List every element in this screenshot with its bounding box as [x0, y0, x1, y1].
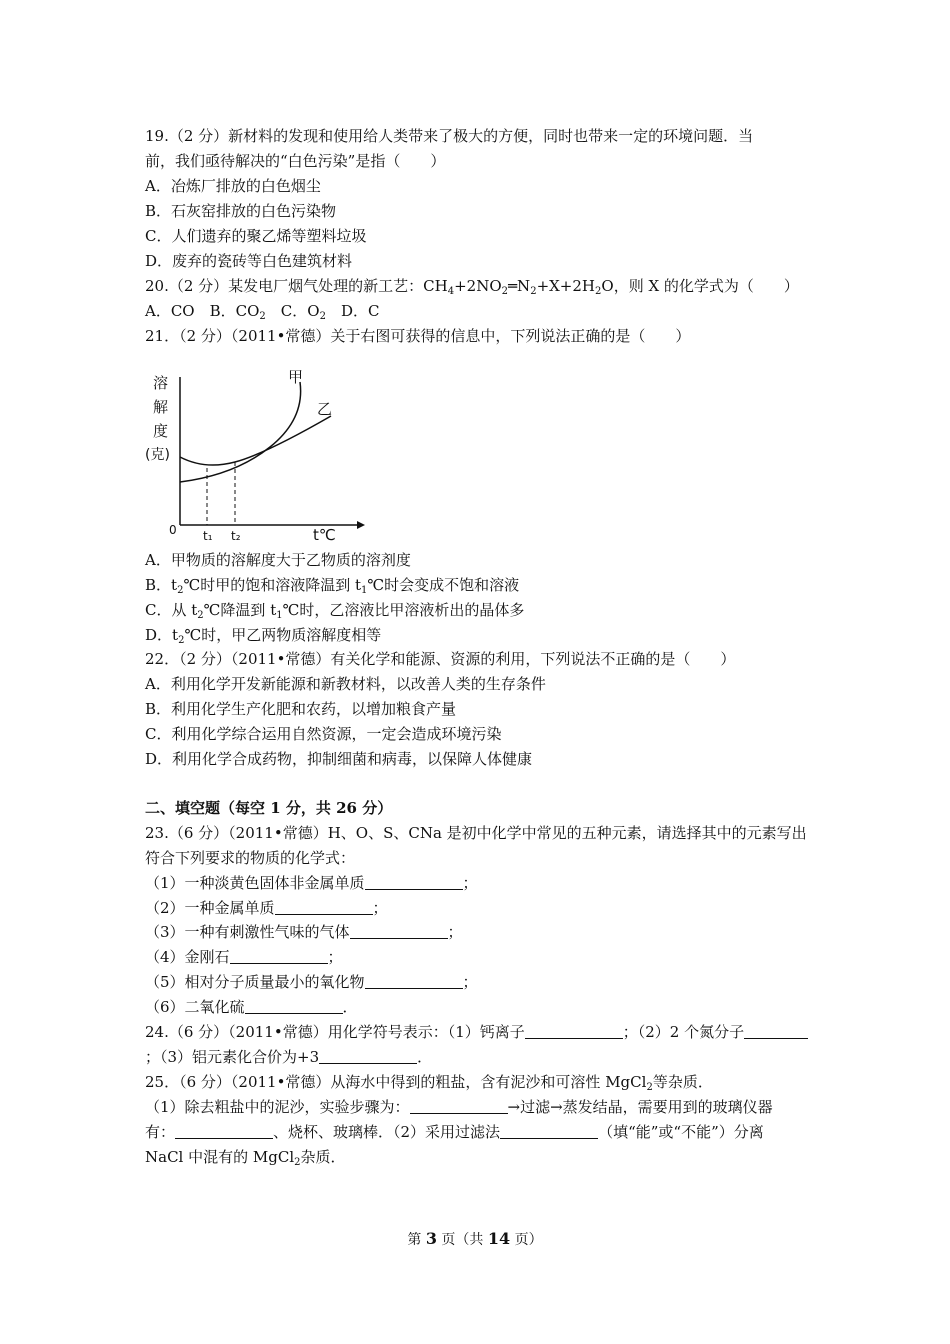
page-number: 3 — [425, 1229, 437, 1248]
origin-label: 0 — [169, 523, 177, 537]
page-total: 14 — [487, 1229, 511, 1248]
ylabel-4: (克) — [145, 447, 170, 463]
q23-item-6: （6）二氧化硫 ． — [145, 998, 358, 1016]
q19-option-a: A．冶炼厂排放的白色烟尘 — [145, 177, 321, 195]
q23-item-1: （1）一种淡黄色固体非金属单质 ； — [145, 874, 478, 892]
q22-stem: 22．（2 分）（2011•常德）有关化学和能源、资源的利用，下列说法不正确的是（ ） — [145, 650, 736, 668]
x-axis-label: t℃ — [313, 526, 336, 544]
ylabel-3: 度 — [153, 422, 169, 440]
page-footer: 第 3 页（共 14 页） — [407, 1229, 543, 1248]
q22-option-d: D．利用化学合成药物，抑制细菌和病毒，以保障人体健康 — [145, 750, 533, 768]
answer-blank[interactable] — [410, 1099, 508, 1114]
answer-blank[interactable] — [245, 999, 343, 1014]
answer-blank[interactable] — [230, 949, 328, 964]
solubility-chart — [145, 362, 367, 545]
x-tick-t1: t₁ — [203, 529, 213, 543]
ylabel-2: 解 — [153, 398, 169, 416]
q25-line3: 有： 、烧杯、玻璃棒．（2）采用过滤法 （填“能”或“不能”）分离 — [145, 1123, 764, 1141]
q22-option-c: C．利用化学综合运用自然资源，一定会造成环境污染 — [145, 725, 502, 743]
q22-option-b: B．利用化学生产化肥和农药，以增加粮食产量 — [145, 700, 457, 718]
answer-blank[interactable] — [175, 1124, 273, 1139]
answer-blank[interactable] — [525, 1024, 623, 1039]
q23-item-5: （5）相对分子质量最小的氧化物 ； — [145, 973, 478, 991]
q20-options: A．CO B．$CO_2$ C．$O_2$ D．C — [145, 302, 380, 322]
answer-blank[interactable] — [500, 1124, 598, 1139]
q23-stem-line1: 23.（6 分）（2011•常德）H、O、S、CNa 是初中化学中常见的五种元素，请选择其中的元素写出 — [145, 824, 807, 842]
answer-blank[interactable] — [365, 875, 463, 890]
q21-option-d: D．$t_2℃$时，甲乙两物质溶解度相等 — [145, 626, 382, 646]
q25-line2: （1）除去粗盐中的泥沙，实验步骤为： →过滤→蒸发结晶，需要用到的玻璃仪器 — [145, 1098, 773, 1116]
q21-option-b: B．$t_2℃$时甲的饱和溶液降温到 $t_1℃$时会变成不饱和溶液 — [145, 576, 520, 596]
q24-line1: 24.（6 分）（2011•常德）用化学符号表示：（1）钙离子 ；（2）2 个氮分子 — [145, 1022, 815, 1042]
answer-blank[interactable] — [365, 974, 463, 989]
answer-blank[interactable] — [319, 1049, 417, 1064]
q19-option-c: C．人们遗弃的聚乙烯等塑料垃圾 — [145, 227, 367, 245]
q21-stem: 21．（2 分）（2011•常德）关于右图可获得的信息中，下列说法正确的是（ ） — [145, 327, 691, 345]
section-title: 二、填空题（每空 1 分，共 26 分） — [145, 799, 393, 817]
answer-blank[interactable] — [275, 900, 373, 915]
q23-stem-line2: 符合下列要求的物质的化学式： — [145, 849, 356, 867]
q25-line1: 25．（6 分）（2011•常德）从海水中得到的粗盐，含有泥沙和可溶性 MgCl$_2$等杂质． — [145, 1073, 713, 1093]
q24-line2: ；（3）铝元素化合价为+3 ． — [145, 1048, 433, 1066]
q19-option-d: D．废弃的瓷砖等白色建筑材料 — [145, 252, 353, 270]
x-axis-arrow — [357, 521, 365, 529]
answer-blank[interactable] — [350, 924, 448, 939]
ylabel-1: 溶 — [153, 374, 169, 392]
q23-item-2: （2）一种金属单质 ； — [145, 899, 388, 917]
legend-yi: 乙 — [317, 400, 333, 418]
legend-jia: 甲 — [288, 368, 304, 386]
q19-option-b: B．石灰窑排放的白色污染物 — [145, 202, 337, 220]
q20-stem: 20.（2 分）某发电厂烟气处理的新工艺：$CH_4+2NO_2═N_2+X+2H_2O$，则 X 的化学式为（ ） — [145, 277, 799, 297]
x-tick-t2: t₂ — [231, 529, 241, 543]
q19-stem-line2: 前，我们亟待解决的“白色污染”是指（ ） — [145, 152, 446, 170]
curve-jia — [180, 382, 301, 482]
answer-blank[interactable] — [744, 1024, 808, 1039]
q25-line4: NaCl 中混有的 MgCl$_2$杂质． — [145, 1148, 346, 1168]
q23-item-4: （4）金刚石 ； — [145, 948, 343, 966]
q21-option-a: A．甲物质的溶解度大于乙物质的溶剂度 — [145, 551, 411, 569]
q21-option-c: C．从 $t_2℃$降温到 $t_1℃$时，乙溶液比甲溶液析出的晶体多 — [145, 601, 525, 621]
q19-stem-line1: 19.（2 分）新材料的发现和使用给人类带来了极大的方便，同时也带来一定的环境问题．当 — [145, 127, 754, 145]
q23-item-3: （3）一种有刺激性气味的气体 ； — [145, 923, 463, 941]
q22-option-a: A．利用化学开发新能源和新教材料，以改善人类的生存条件 — [145, 675, 546, 693]
